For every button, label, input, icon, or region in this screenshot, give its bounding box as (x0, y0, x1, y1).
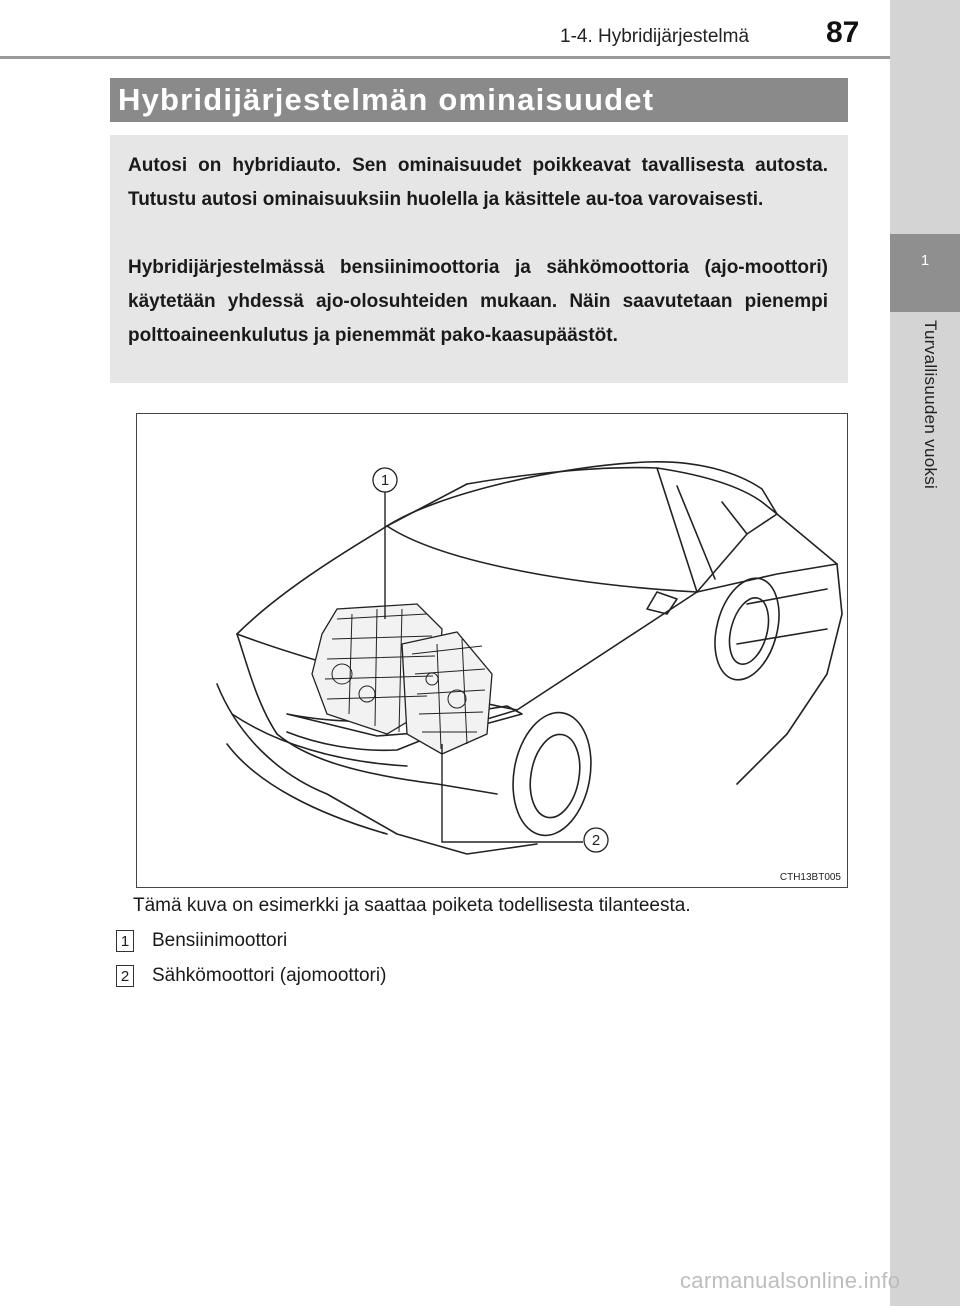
legend-item-1 (116, 930, 287, 952)
windshield (467, 468, 697, 592)
rear-wheel (705, 571, 790, 687)
roof-line (387, 462, 777, 526)
section-title-bar (110, 78, 848, 122)
section-title: Hybridijärjestelmän ominaisuudet (118, 82, 655, 117)
figure-caption: Tämä kuva on esimerkki ja saattaa poiketa todellisesta tilanteesta. (133, 895, 691, 916)
intro-paragraph-2: Hybridijärjestelmässä bensiinimoottoria ja sähkömoottoria (ajo-moottori) käytetään yhdessä ajo-olosuhteiden mukaan. Näin saavutetaan pienempi polttoaineenkulutus ja pienemmät pako-kaasupäästöt. (128, 257, 828, 346)
legend-label-2: Sähkömoottori (ajomoottori) (152, 965, 387, 987)
car-illustration (137, 414, 849, 889)
hybrid-system-figure (136, 413, 848, 888)
chapter-side-tab[interactable] (890, 0, 960, 1306)
chapter-number: 1 (920, 252, 930, 269)
chapter-indicator (890, 234, 960, 312)
legend-label-1: Bensiinimoottori (152, 930, 288, 952)
intro-paragraph-1: Autosi on hybridiauto. Sen ominaisuudet poikkeavat tavallisesta autosta. Tutustu autosi ominaisuuksiin huolella ja käsittele au-toa varovaisesti. (128, 155, 828, 210)
callout-2-label: 2 (591, 832, 601, 849)
front-wheel (504, 706, 600, 841)
callout-2 (442, 744, 608, 852)
callout-1 (373, 468, 397, 619)
legend-number-1: 1 (116, 930, 134, 952)
page-number: 87 (826, 16, 860, 49)
intro-box (110, 135, 848, 383)
chapter-title: Turvallisuuden vuoksi (921, 320, 940, 490)
figure-code: CTH13BT005 (779, 872, 841, 883)
legend-number-2: 2 (116, 965, 134, 987)
header-rule (0, 56, 890, 59)
callout-1-label: 1 (380, 472, 390, 489)
side-body (697, 564, 842, 784)
section-label: 1-4. Hybridijärjestelmä (560, 26, 750, 47)
legend-item-2 (116, 965, 386, 987)
watermark[interactable]: carmanualsonline.info (680, 1268, 901, 1293)
